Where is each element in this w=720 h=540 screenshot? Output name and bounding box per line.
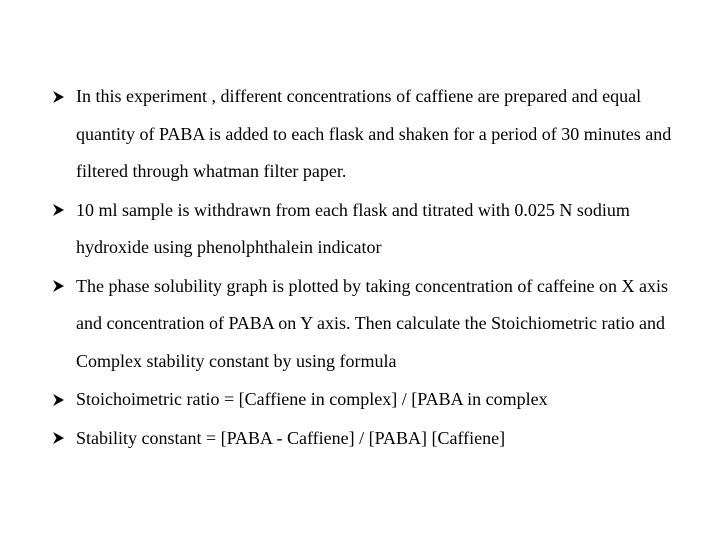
bullet-list <box>50 78 690 458</box>
arrowhead-bullet-icon <box>50 78 66 116</box>
bullet-text: Stability constant = [PABA - Caffiene] / [PABA] [Caffiene] <box>76 427 506 448</box>
arrowhead-bullet-icon <box>50 192 66 230</box>
bullet-item-stability-constant <box>50 420 690 458</box>
bullet-item-stoichiometric-ratio <box>50 381 690 419</box>
arrowhead-bullet-icon <box>50 420 66 458</box>
bullet-text: 10 ml sample is withdrawn from each flask and titrated with 0.025 N sodium hydroxide using phenolphthalein indicator <box>76 199 630 257</box>
arrowhead-bullet-icon <box>50 268 66 306</box>
bullet-item-phase-solubility <box>50 268 690 381</box>
arrowhead-bullet-icon <box>50 381 66 419</box>
bullet-text: In this experiment , different concentrations of caffiene are prepared and equal quantity of PABA is added to each flask and shaken for a period of 30 minutes and filtered through whatman filter paper. <box>76 86 672 181</box>
bullet-item-titration <box>50 192 690 267</box>
bullet-text: Stoichoimetric ratio = [Caffiene in complex] / [PABA in complex <box>76 389 548 409</box>
bullet-text: The phase solubility graph is plotted by taking concentration of caffeine on X axis and concentration of PABA on Y axis. Then calculate the Stoichiometric ratio and Complex stability constant by using formula <box>76 275 669 371</box>
bullet-item-experiment-setup <box>50 78 690 191</box>
